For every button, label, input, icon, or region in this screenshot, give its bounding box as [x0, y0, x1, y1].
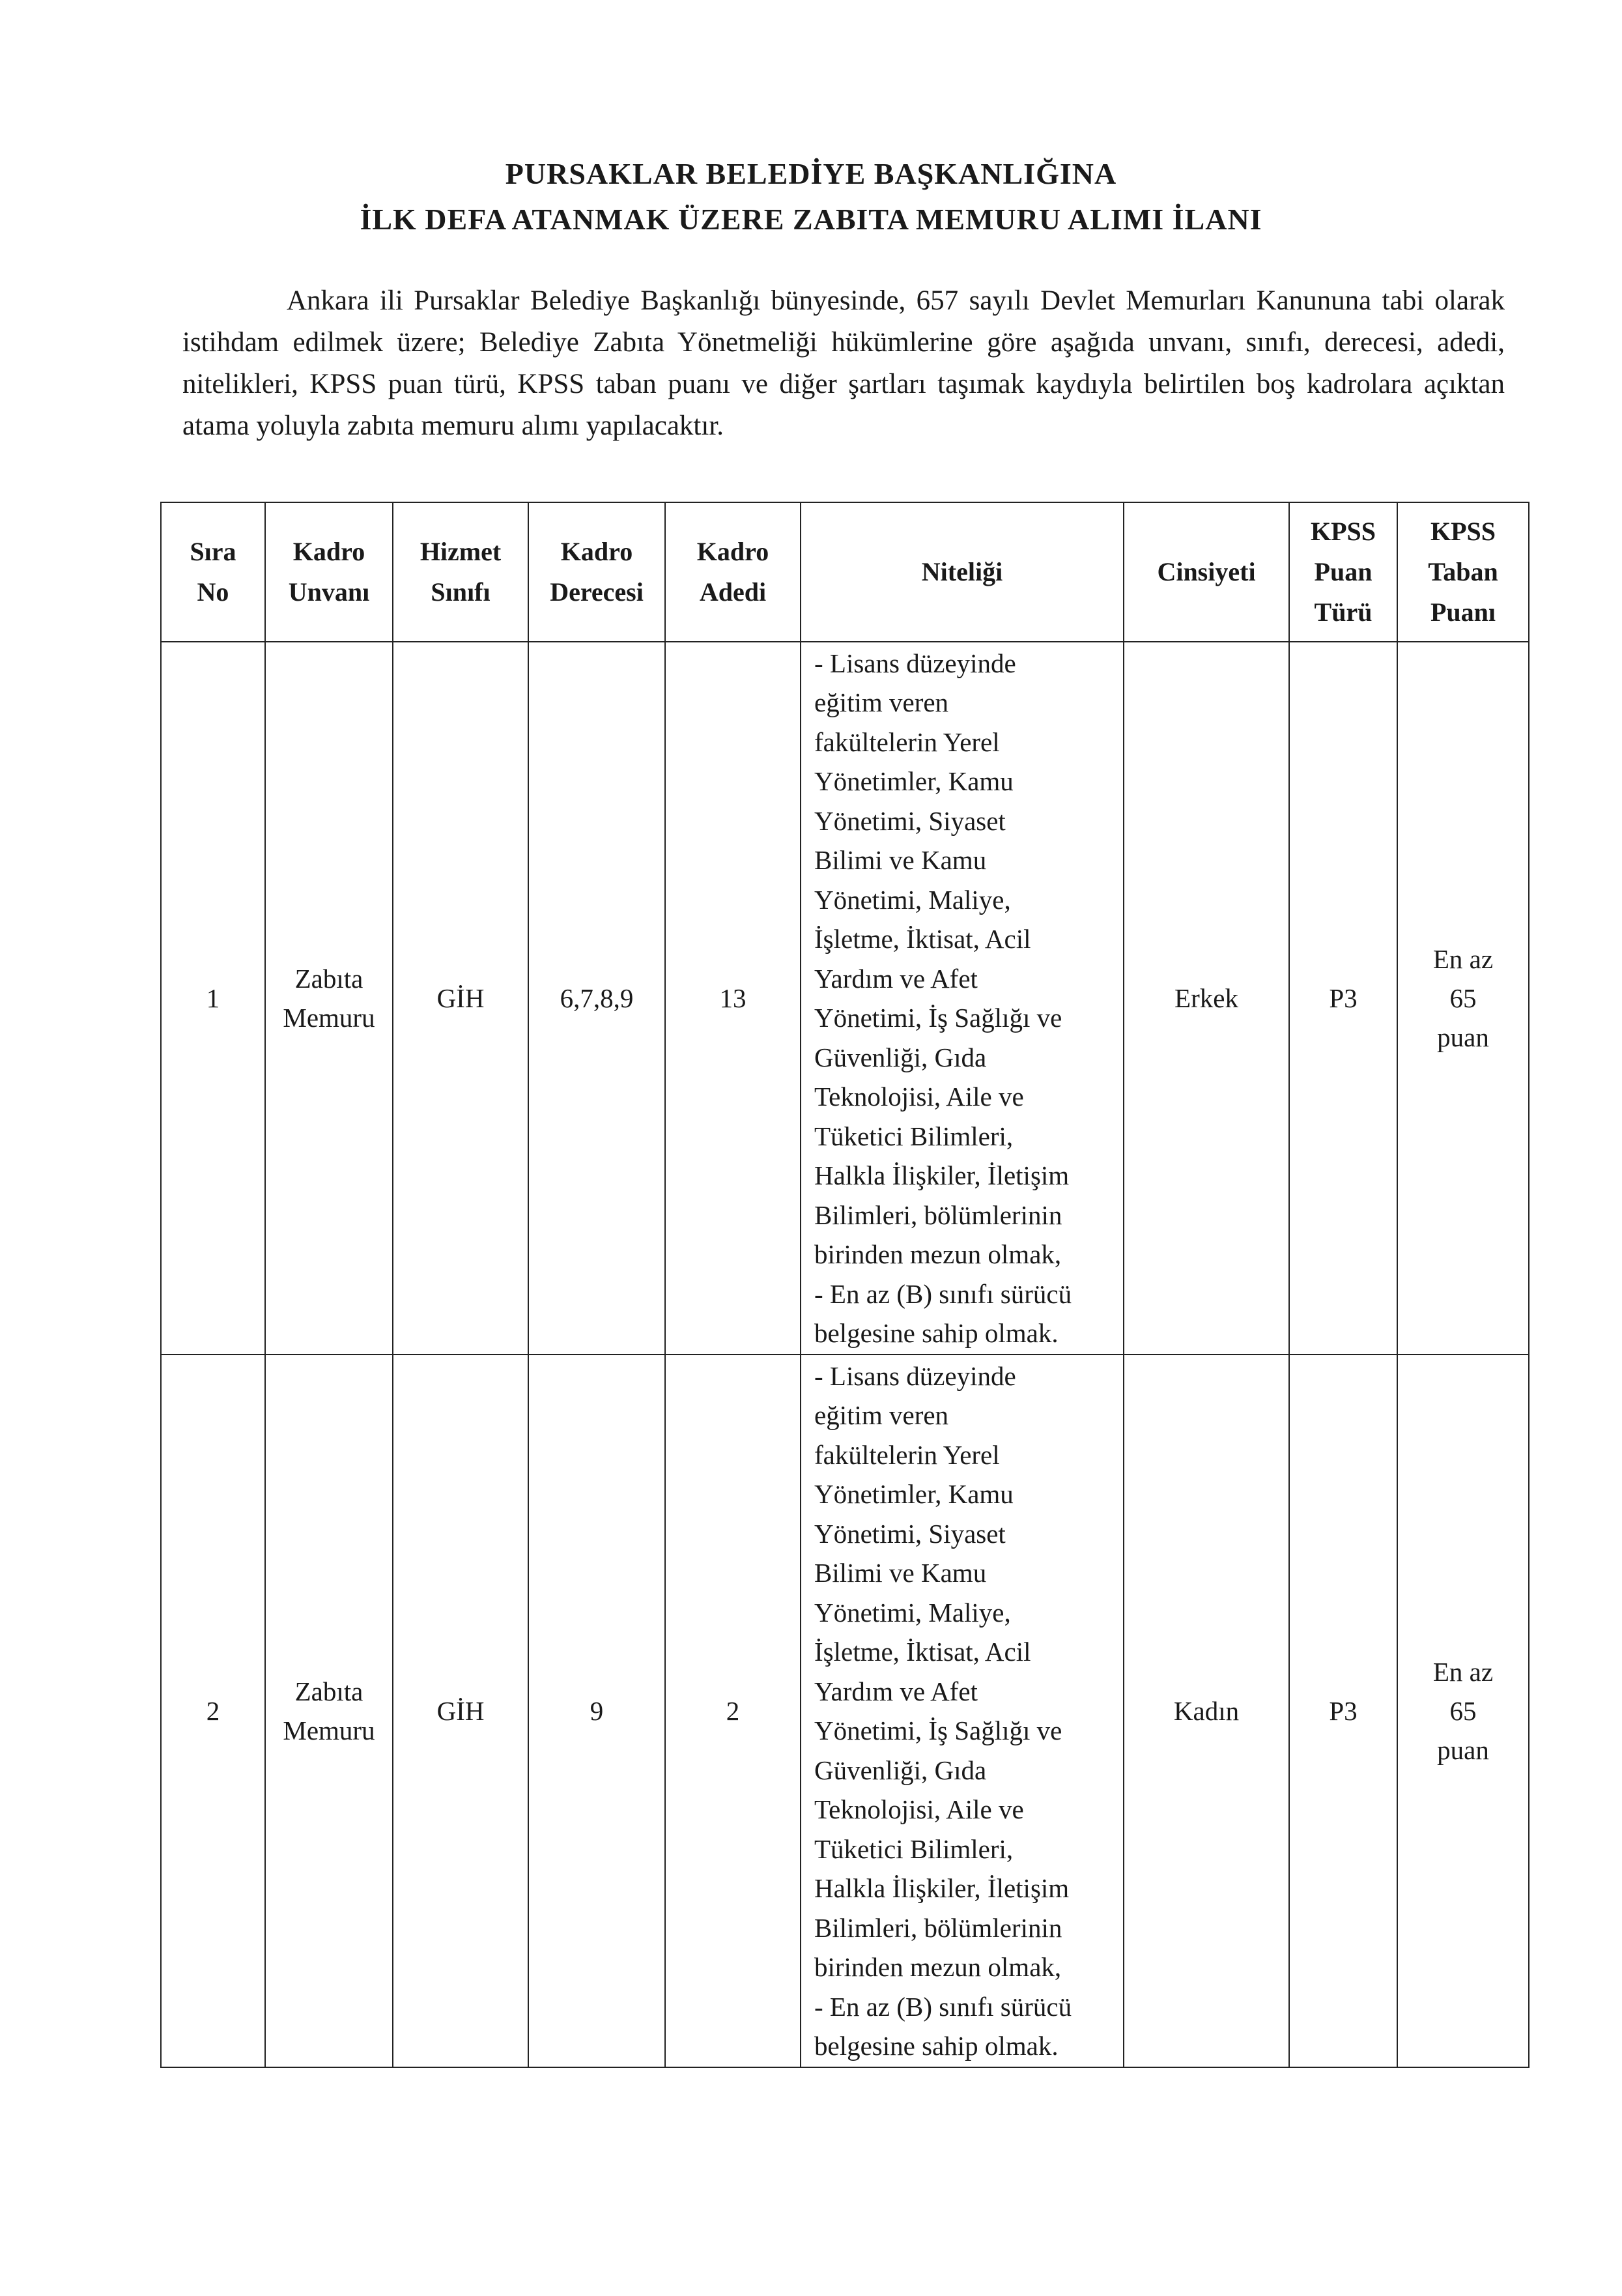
document-title-line2: İLK DEFA ATANMAK ÜZERE ZABITA MEMURU ALIMI İLANI [360, 203, 1262, 236]
header-kpss-taban-puani: KPSS Taban Puanı [1397, 502, 1529, 642]
header-kadro-unvani: Kadro Unvanı [265, 502, 393, 642]
intro-paragraph: Ankara ili Pursaklar Belediye Başkanlığı bünyesinde, 657 sayılı Devlet Memurları Kanununa tabi olarak istihdam edilmek üzere; Belediye Zabıta Yönetmeliği hükümlerine göre aşağıda unvanı, sınıfı, derecesi, adedi, nitelikleri, KPSS puan türü, KPSS taban puanı ve diğer şartları taşımak kaydıyla belirtilen boş kadrolara açıktan atama yoluyla zabıta memuru alımı yapılacaktır. [182, 285, 1505, 441]
header-kpss-puan-turu: KPSS Puan Türü [1289, 502, 1397, 642]
table-header-row [161, 502, 1529, 642]
cell-nitelik: - Lisans düzeyinde eğitim veren fakültelerin Yerel Yönetimler, Kamu Yönetimi, Siyaset Bilimi ve Kamu Yönetimi, Maliye, İşletme, İktisat, Acil Yardım ve Afet Yönetimi, İş Sağlığı ve Güvenliği, Gıda Teknolojisi, Aile ve Tüketici Bilimleri, Halkla İlişkiler, İletişim Bilimleri, bölümlerinin birinden mezun olmak, - En az (B) sınıfı sürücü belgesine sahip olmak. [801, 642, 1124, 1355]
cell-derece: 9 [528, 1355, 665, 2067]
table-row [161, 642, 1529, 1355]
header-kadro-adedi: Kadro Adedi [665, 502, 801, 642]
cell-sira: 2 [161, 1355, 265, 2067]
cell-puan-turu: P3 [1289, 642, 1397, 1355]
cell-sinif: GİH [393, 642, 528, 1355]
cell-adet: 13 [665, 642, 801, 1355]
cell-derece: 6,7,8,9 [528, 642, 665, 1355]
cell-sinif: GİH [393, 1355, 528, 2067]
cell-nitelik: - Lisans düzeyinde eğitim veren fakültelerin Yerel Yönetimler, Kamu Yönetimi, Siyaset Bilimi ve Kamu Yönetimi, Maliye, İşletme, İktisat, Acil Yardım ve Afet Yönetimi, İş Sağlığı ve Güvenliği, Gıda Teknolojisi, Aile ve Tüketici Bilimleri, Halkla İlişkiler, İletişim Bilimleri, bölümlerinin birinden mezun olmak, - En az (B) sınıfı sürücü belgesine sahip olmak. [801, 1355, 1124, 2067]
cell-puan-turu: P3 [1289, 1355, 1397, 2067]
document-title-line1: PURSAKLAR BELEDİYE BAŞKANLIĞINA [505, 157, 1117, 190]
cell-cinsiyet: Kadın [1124, 1355, 1289, 2067]
header-sira-no: Sıra No [161, 502, 265, 642]
cell-sira: 1 [161, 642, 265, 1355]
cell-adet: 2 [665, 1355, 801, 2067]
header-cinsiyeti: Cinsiyeti [1124, 502, 1289, 642]
header-kadro-derecesi: Kadro Derecesi [528, 502, 665, 642]
cell-unvan: Zabıta Memuru [265, 1355, 393, 2067]
header-niteligi: Niteliği [801, 502, 1124, 642]
cell-taban-puan: En az 65 puan [1397, 642, 1529, 1355]
cell-unvan: Zabıta Memuru [265, 642, 393, 1355]
cell-cinsiyet: Erkek [1124, 642, 1289, 1355]
header-hizmet-sinifi: Hizmet Sınıfı [393, 502, 528, 642]
positions-table [160, 502, 1530, 2068]
table-row [161, 1355, 1529, 2067]
cell-taban-puan: En az 65 puan [1397, 1355, 1529, 2067]
